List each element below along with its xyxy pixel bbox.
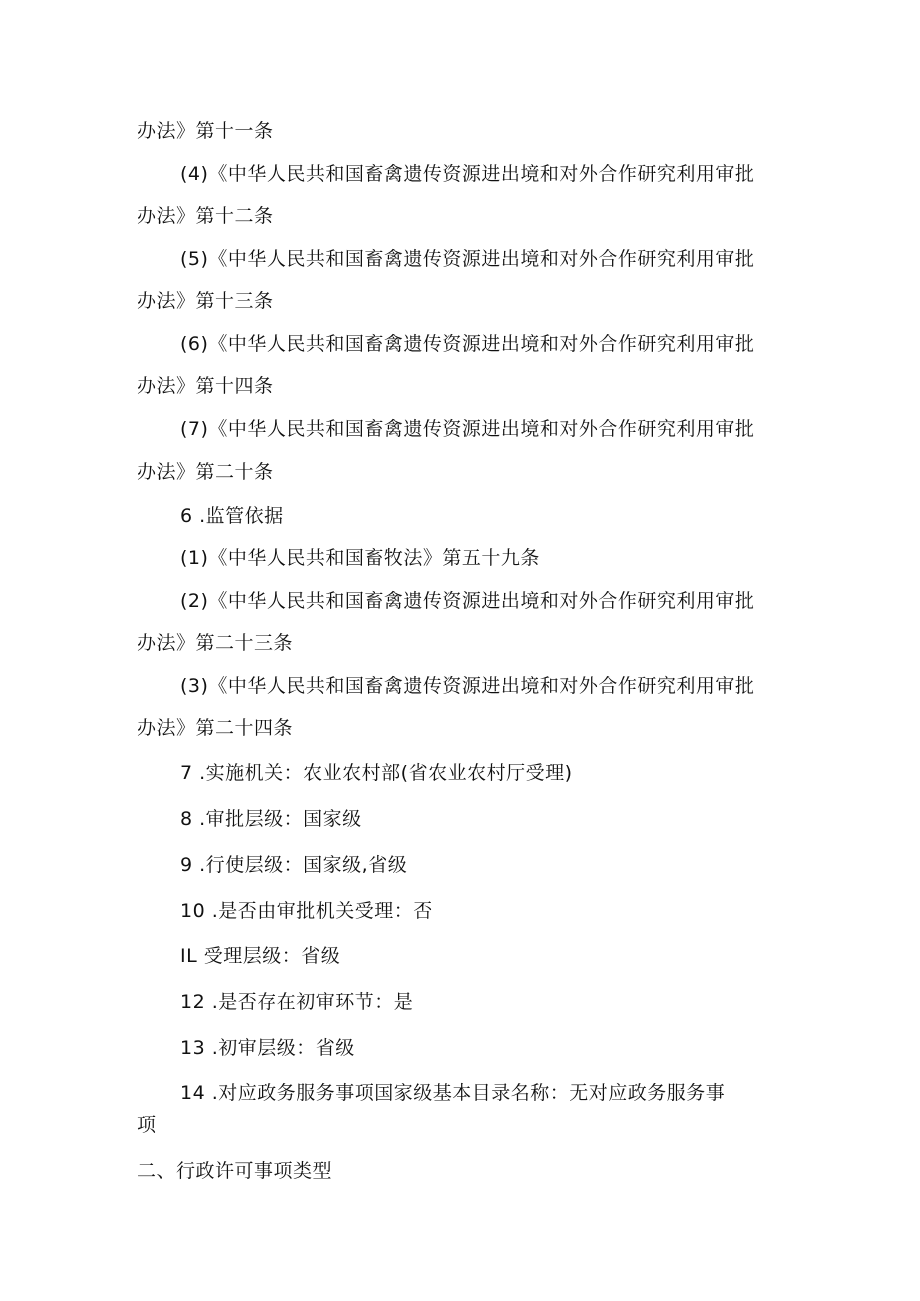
text-line: 9 .行使层级：国家级,省级: [180, 854, 408, 876]
text-line: (6)《中华人民共和国畜禽遗传资源进出境和对外合作研究利用审批: [180, 333, 755, 355]
text-line: 7 .实施机关：农业农村部(省农业农村厅受理): [180, 762, 573, 784]
text-line: 14 .对应政务服务事项国家级基本目录名称：无对应政务服务事: [180, 1082, 726, 1104]
text-line: 办法》第十二条: [137, 205, 274, 227]
text-line: IL 受理层级：省级: [180, 945, 341, 967]
text-line: (4)《中华人民共和国畜禽遗传资源进出境和对外合作研究利用审批: [180, 163, 755, 185]
text-line: 13 .初审层级：省级: [180, 1037, 355, 1059]
text-line: 办法》第十一条: [137, 120, 274, 142]
text-line: 办法》第二十四条: [137, 717, 294, 739]
text-line: 12 .是否存在初审环节：是: [180, 991, 414, 1013]
text-line: 办法》第二十条: [137, 461, 274, 483]
text-line: (3)《中华人民共和国畜禽遗传资源进出境和对外合作研究利用审批: [180, 675, 755, 697]
text-line: (7)《中华人民共和国畜禽遗传资源进出境和对外合作研究利用审批: [180, 418, 755, 440]
text-line: 8 .审批层级：国家级: [180, 808, 362, 830]
text-line: (5)《中华人民共和国畜禽遗传资源进出境和对外合作研究利用审批: [180, 248, 755, 270]
section-heading: 二、行政许可事项类型: [137, 1160, 333, 1182]
text-line: 办法》第二十三条: [137, 632, 294, 654]
text-line: 10 .是否由审批机关受理：否: [180, 900, 433, 922]
text-line: (1)《中华人民共和国畜牧法》第五十九条: [180, 547, 540, 569]
text-line: 办法》第十三条: [137, 290, 274, 312]
text-line: (2)《中华人民共和国畜禽遗传资源进出境和对外合作研究利用审批: [180, 590, 755, 612]
text-line: 办法》第十四条: [137, 375, 274, 397]
section-heading: 6 .监管依据: [180, 505, 284, 527]
text-line: 项: [137, 1114, 157, 1136]
